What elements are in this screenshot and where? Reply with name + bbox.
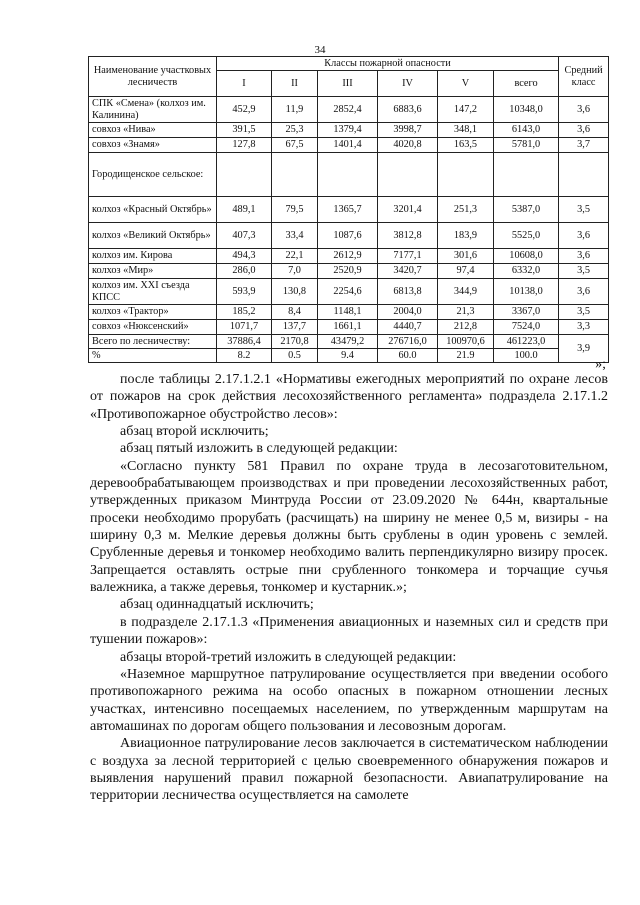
average-class-value: 3,6 — [559, 97, 609, 123]
paragraph: в подразделе 2.17.1.3 «Применения авиационных и наземных сил и средств при тушении пожаров»: — [90, 614, 608, 648]
class-value: 1365,7 — [318, 197, 378, 223]
forestry-name: Городищенское сельское: — [89, 153, 217, 197]
total-value: 100970,6 — [438, 335, 494, 349]
class-value: 1071,7 — [217, 320, 272, 335]
class-value: 5387,0 — [494, 197, 559, 223]
header-class-1: I — [217, 71, 272, 97]
class-value — [217, 153, 272, 197]
forestry-name: колхоз «Красный Октябрь» — [89, 197, 217, 223]
paragraph: абзац одиннадцатый исключить; — [120, 597, 314, 613]
class-value: 1379,4 — [318, 123, 378, 138]
class-value: 2852,4 — [318, 97, 378, 123]
class-value: 3420,7 — [378, 264, 438, 279]
total-value: 2170,8 — [272, 335, 318, 349]
fire-hazard-table-container — [88, 56, 608, 363]
class-value — [272, 153, 318, 197]
average-class-value: 3,6 — [559, 279, 609, 305]
header-class-5: V — [438, 71, 494, 97]
class-value: 10608,0 — [494, 249, 559, 264]
forestry-name: совхоз «Нюксенский» — [89, 320, 217, 335]
average-class-value: 3,6 — [559, 123, 609, 138]
class-value: 7524,0 — [494, 320, 559, 335]
class-value: 3367,0 — [494, 305, 559, 320]
paragraph: абзац пятый изложить в следующей редакции: — [120, 441, 398, 457]
closing-quote-mark: »; — [595, 357, 606, 372]
class-value: 2254,6 — [318, 279, 378, 305]
class-value: 452,9 — [217, 97, 272, 123]
class-value: 25,3 — [272, 123, 318, 138]
forestry-name: колхоз «Мир» — [89, 264, 217, 279]
class-value: 391,5 — [217, 123, 272, 138]
class-value: 489,1 — [217, 197, 272, 223]
class-value: 3812,8 — [378, 223, 438, 249]
average-class-value — [559, 153, 609, 197]
paragraph: Авиационное патрулирование лесов заключается в систематическом наблюдении с воздуха за лесной территорией с целью своевременного обнаружения пожаров и выявления нарушений правил пожарной безопасности. Авиапатрулирование на территории лесничества осуществляется на самолете — [90, 736, 608, 804]
class-value: 21,3 — [438, 305, 494, 320]
class-value: 344,9 — [438, 279, 494, 305]
class-value: 5525,0 — [494, 223, 559, 249]
class-value — [438, 153, 494, 197]
class-value: 79,5 — [272, 197, 318, 223]
class-value: 10138,0 — [494, 279, 559, 305]
header-class-2: II — [272, 71, 318, 97]
table-row — [89, 153, 609, 197]
total-label: Всего по лесничеству: — [89, 335, 217, 349]
table-row — [89, 97, 609, 123]
average-class-value: 3,5 — [559, 305, 609, 320]
class-value: 348,1 — [438, 123, 494, 138]
class-value: 11,9 — [272, 97, 318, 123]
header-class-3: III — [318, 71, 378, 97]
paragraph: абзацы второй-третий изложить в следующей редакции: — [120, 649, 457, 665]
paragraph: «Наземное маршрутное патрулирование осуществляется при введении особого противопожарного режима на особо опасных в пожарном отношении лесных участках, интенсивно посещаемых населением, по утвержденным маршрутам на автомашинах по дорогам общего пользования и лесовозным дорогам. — [90, 666, 608, 734]
average-class-value: 3,6 — [559, 223, 609, 249]
forestry-name: колхоз «Великий Октябрь» — [89, 223, 217, 249]
class-value: 163,5 — [438, 138, 494, 153]
class-value: 1148,1 — [318, 305, 378, 320]
class-value: 494,3 — [217, 249, 272, 264]
average-class-value: 3,7 — [559, 138, 609, 153]
class-value: 185,2 — [217, 305, 272, 320]
forestry-name: колхоз им. Кирова — [89, 249, 217, 264]
forestry-name: совхоз «Нива» — [89, 123, 217, 138]
class-value: 212,8 — [438, 320, 494, 335]
total-value: 461223,0 — [494, 335, 559, 349]
class-value: 4440,7 — [378, 320, 438, 335]
total-value: 43479,2 — [318, 335, 378, 349]
forestry-name: совхоз «Знамя» — [89, 138, 217, 153]
table-row — [89, 138, 609, 153]
class-value — [378, 153, 438, 197]
header-average-class: Средний класс — [559, 57, 609, 97]
percent-label: % — [89, 349, 217, 363]
class-value: 286,0 — [217, 264, 272, 279]
class-value: 1087,6 — [318, 223, 378, 249]
class-value: 7,0 — [272, 264, 318, 279]
class-value: 127,8 — [217, 138, 272, 153]
class-value: 301,6 — [438, 249, 494, 264]
paragraph: абзац второй исключить; — [120, 424, 269, 440]
table-row — [89, 123, 609, 138]
class-value: 97,4 — [438, 264, 494, 279]
class-value: 5781,0 — [494, 138, 559, 153]
class-value: 10348,0 — [494, 97, 559, 123]
class-value: 183,9 — [438, 223, 494, 249]
class-value: 6332,0 — [494, 264, 559, 279]
class-value — [318, 153, 378, 197]
forestry-name: колхоз «Трактор» — [89, 305, 217, 320]
percent-value: 0.5 — [272, 349, 318, 363]
header-name: Наименование участковых лесничеств — [89, 57, 217, 97]
class-value: 2612,9 — [318, 249, 378, 264]
class-value: 2004,0 — [378, 305, 438, 320]
percent-value: 8.2 — [217, 349, 272, 363]
paragraph: после таблицы 2.17.1.2.1 «Нормативы ежегодных мероприятий по охране лесов от пожаров на срок действия лесохозяйственного регламента» подраздела 2.17.1.2 «Противопожарное обустройство лесов»: — [90, 372, 608, 422]
average-class-value: 3,3 — [559, 320, 609, 335]
class-value: 6813,8 — [378, 279, 438, 305]
page-number: 34 — [314, 44, 326, 56]
class-value: 8,4 — [272, 305, 318, 320]
total-row — [89, 335, 609, 349]
table-row — [89, 305, 609, 320]
forestry-name: СПК «Смена» (колхоз им. Калинина) — [89, 97, 217, 123]
class-value — [494, 153, 559, 197]
header-class-6: всего — [494, 71, 559, 97]
percent-value: 9.4 — [318, 349, 378, 363]
percent-value: 100.0 — [494, 349, 559, 363]
table-row — [89, 264, 609, 279]
table-row — [89, 223, 609, 249]
header-class-4: IV — [378, 71, 438, 97]
forestry-name: колхоз им. XXI съезда КПСС — [89, 279, 217, 305]
class-value: 251,3 — [438, 197, 494, 223]
class-value: 33,4 — [272, 223, 318, 249]
class-value: 137,7 — [272, 320, 318, 335]
class-value: 147,2 — [438, 97, 494, 123]
class-value: 1401,4 — [318, 138, 378, 153]
body-text — [90, 371, 608, 805]
table-row — [89, 279, 609, 305]
table-row — [89, 320, 609, 335]
average-class-value: 3,5 — [559, 197, 609, 223]
total-average-class: 3,9 — [559, 335, 609, 363]
class-value: 2520,9 — [318, 264, 378, 279]
class-value: 593,9 — [217, 279, 272, 305]
class-value: 67,5 — [272, 138, 318, 153]
class-value: 1661,1 — [318, 320, 378, 335]
class-value: 3201,4 — [378, 197, 438, 223]
header-classes: Классы пожарной опасности — [217, 57, 559, 71]
paragraph: «Согласно пункту 581 Правил по охране труда в лесозаготовительном, деревообрабатывающем производствах и при проведении лесохозяйственных работ, утвержденных приказом Минтруда России от 23.09.2020 № 644н, квартальные просеки необходимо прорубать (расчищать) на ширину не менее 0,5 м, визиры - на ширину 0,3 м. Мелкие деревья должны быть срублены в один уровень с землей. Срубленные деревья и тонкомер необходимо валить перпендикулярно визиру просек. Запрещается оставлять острые пни срубленного тонкомера и торчащие сучья валежника, а также деревья, тонкомер и кустарник.»; — [90, 458, 608, 596]
table-row — [89, 249, 609, 264]
class-value: 407,3 — [217, 223, 272, 249]
class-value: 130,8 — [272, 279, 318, 305]
class-value: 22,1 — [272, 249, 318, 264]
table-row — [89, 197, 609, 223]
total-value: 276716,0 — [378, 335, 438, 349]
class-value: 3998,7 — [378, 123, 438, 138]
class-value: 6143,0 — [494, 123, 559, 138]
average-class-value: 3,6 — [559, 249, 609, 264]
fire-hazard-table — [88, 56, 609, 363]
average-class-value: 3,5 — [559, 264, 609, 279]
percent-value: 21.9 — [438, 349, 494, 363]
percent-row — [89, 349, 609, 363]
total-value: 37886,4 — [217, 335, 272, 349]
class-value: 6883,6 — [378, 97, 438, 123]
class-value: 7177,1 — [378, 249, 438, 264]
percent-value: 60.0 — [378, 349, 438, 363]
class-value: 4020,8 — [378, 138, 438, 153]
